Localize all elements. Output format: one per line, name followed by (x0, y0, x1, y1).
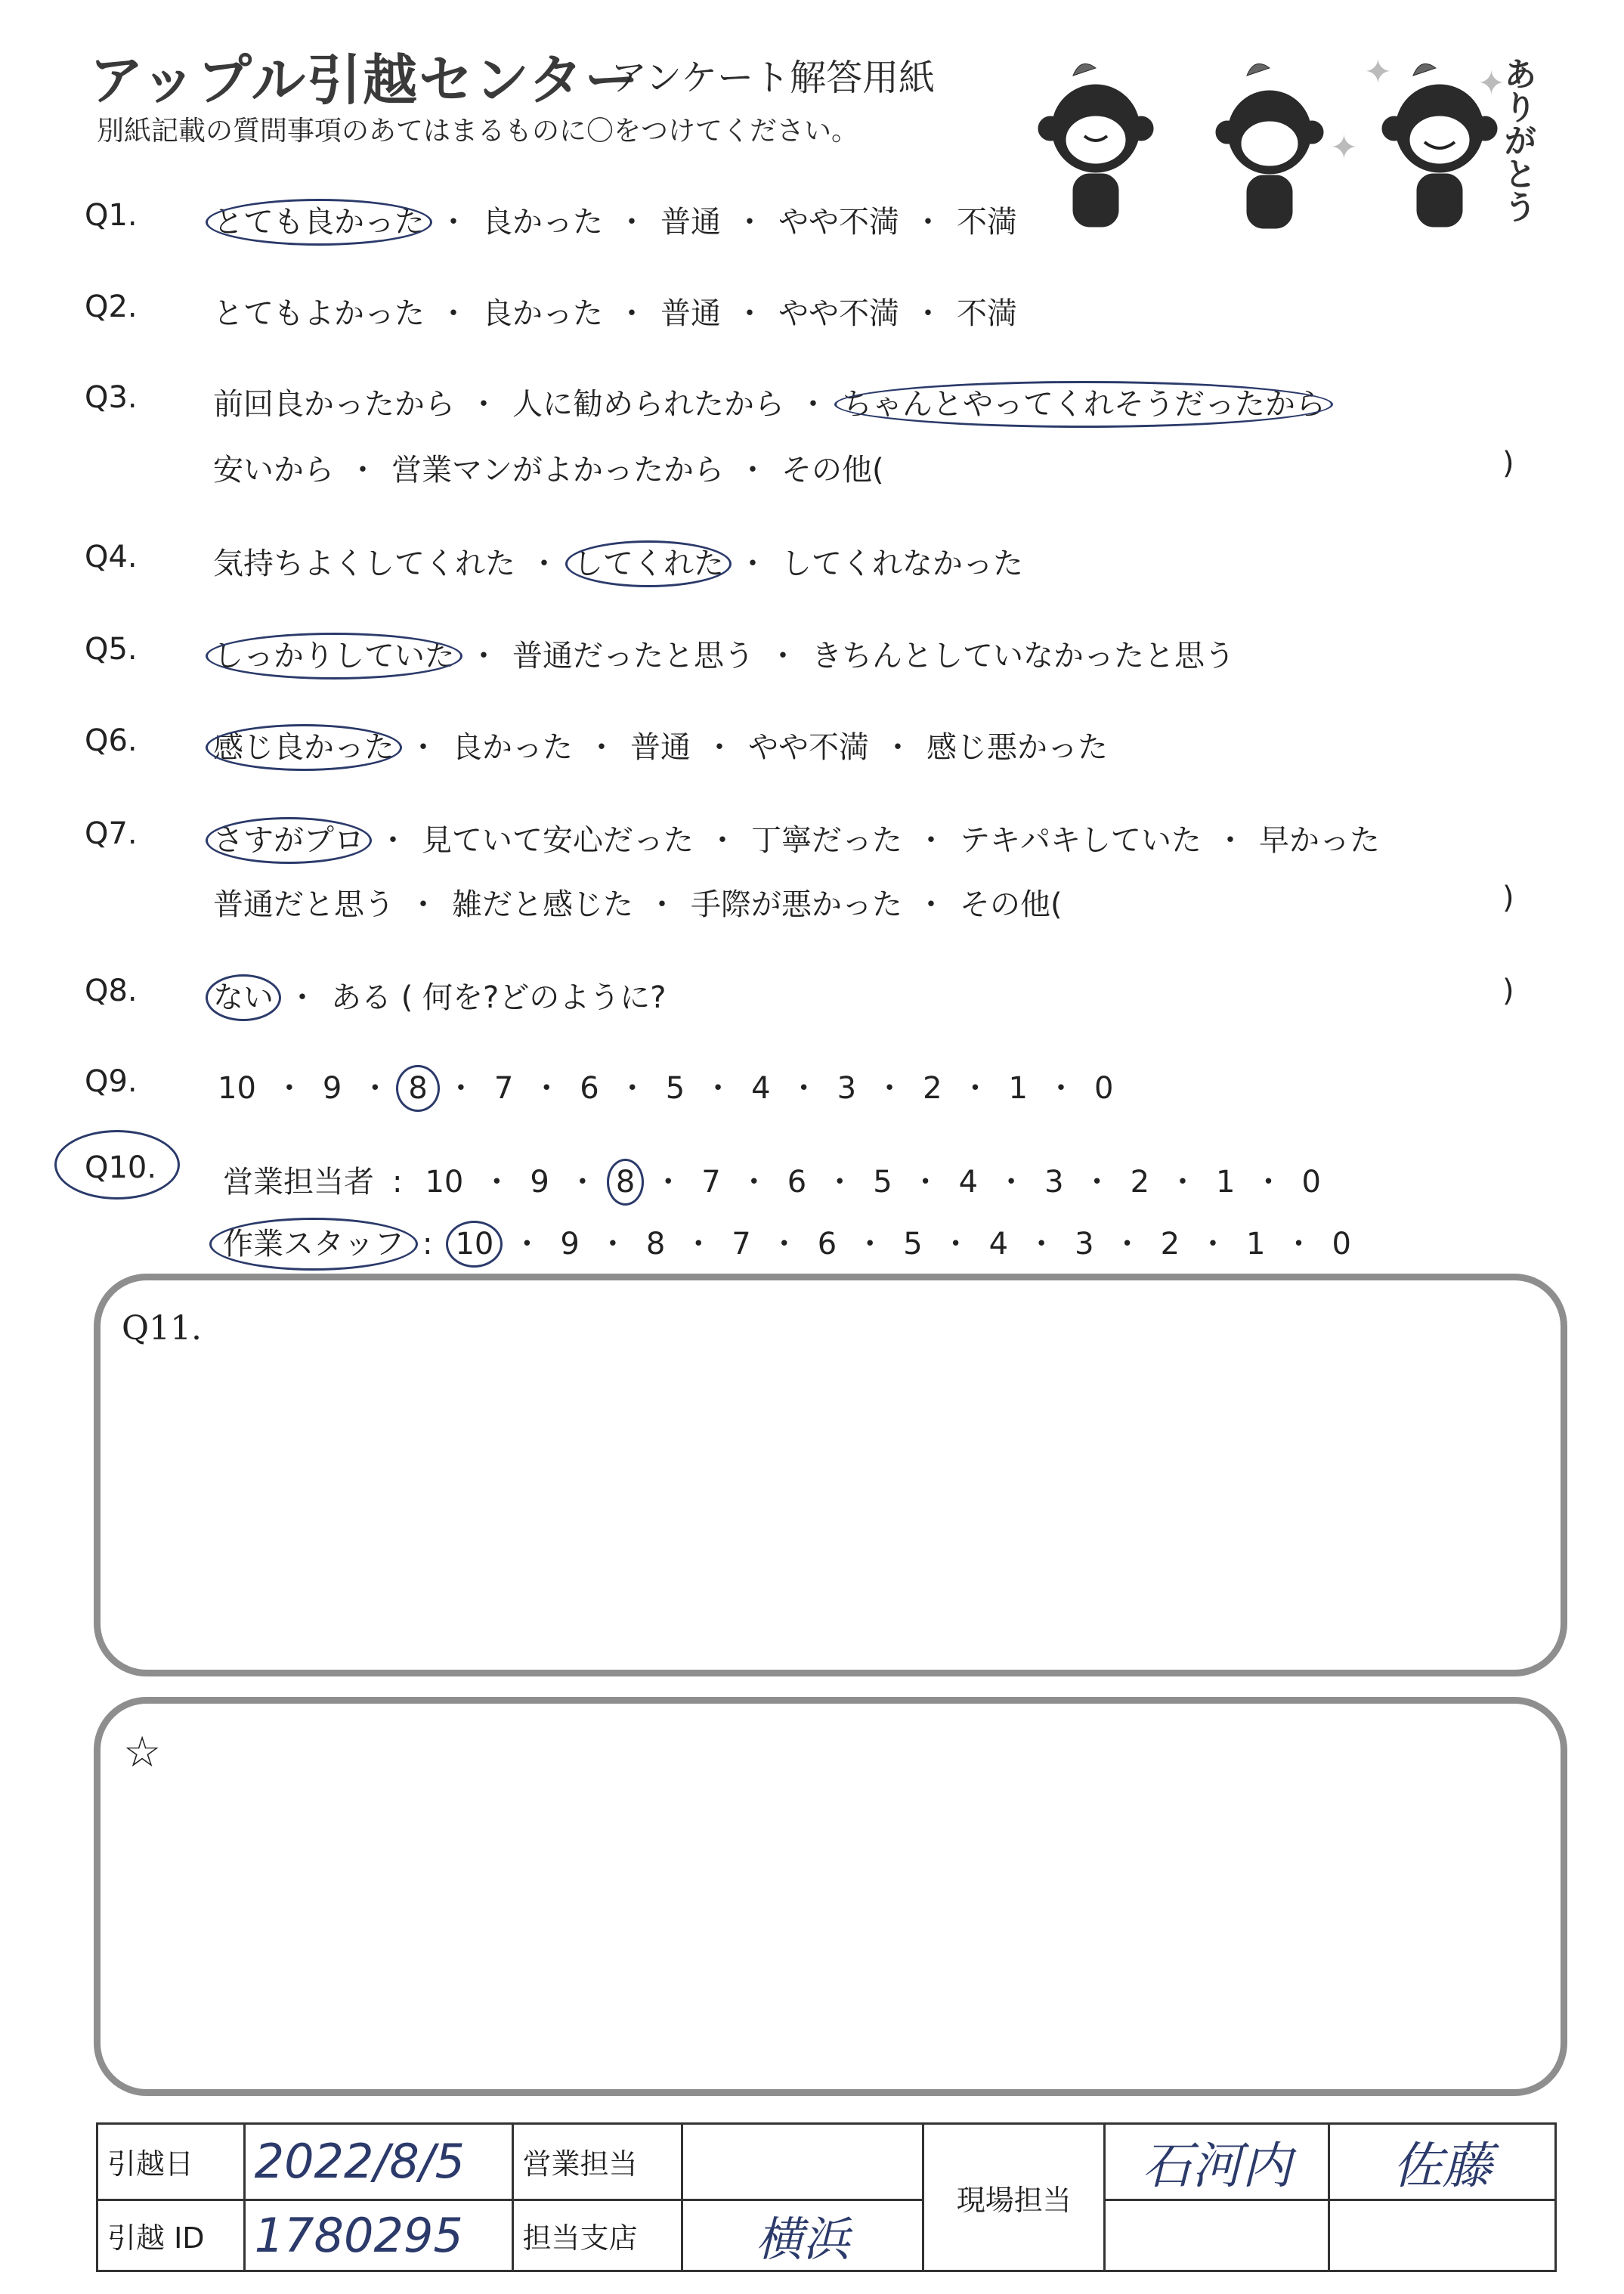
answer-option[interactable]: 6 (580, 1071, 599, 1106)
question-label: Q4. (85, 540, 138, 574)
option-separator: ・ (913, 296, 943, 331)
q10-rating-row (223, 1158, 1325, 1201)
answer-option[interactable]: 不満 (957, 205, 1017, 240)
hand-drawn-circle-mark (607, 1159, 644, 1206)
answer-option[interactable]: しっかりしていた (213, 639, 455, 673)
move-date-label: 引越日 (97, 2124, 245, 2200)
option-separator: ・ (567, 1165, 598, 1200)
q11-label: Q11. (122, 1309, 203, 1348)
question-options-line (213, 446, 884, 489)
answer-option[interactable]: 5 (665, 1071, 685, 1106)
option-separator: ・ (445, 1071, 476, 1106)
answer-option[interactable]: 見ていて安心だった (422, 823, 694, 858)
answer-option[interactable]: ちゃんとやってくれそうだったから (842, 387, 1325, 422)
sparkle-icon: ✦ (1330, 128, 1358, 167)
answer-option[interactable]: やや不満 (778, 205, 899, 240)
option-separator: ・ (348, 453, 378, 488)
rating-option[interactable]: 10 (450, 1227, 498, 1262)
question-options-line (213, 540, 1023, 583)
answer-option[interactable]: 2 (923, 1071, 942, 1106)
answer-option[interactable]: ない (213, 980, 274, 1015)
option-separator: ・ (438, 296, 469, 331)
rating-option[interactable]: 8 (645, 1227, 666, 1262)
question-label: Q1. (85, 198, 138, 233)
sparkle-icon: ✦ (1477, 64, 1505, 103)
answer-option[interactable]: 10 (218, 1071, 256, 1106)
question-options-line (213, 881, 1063, 924)
answer-option[interactable]: 7 (493, 1071, 514, 1106)
option-separator: ・ (824, 1165, 855, 1200)
option-separator: ・ (586, 730, 617, 765)
answer-option[interactable]: 良かった (482, 205, 603, 240)
answer-option[interactable]: 普通 (660, 205, 721, 240)
option-separator: ・ (855, 1227, 886, 1262)
rating-option[interactable]: 8 (611, 1165, 639, 1200)
answer-option[interactable]: 9 (322, 1071, 342, 1106)
option-separator: ・ (617, 1071, 648, 1106)
option-separator: ・ (910, 1165, 941, 1200)
option-separator: ・ (738, 453, 768, 488)
answer-option[interactable]: ある ( 何を?どのように? (331, 980, 667, 1015)
move-id-value[interactable]: 1780295 (244, 2200, 512, 2271)
hand-drawn-circle-mark (206, 974, 281, 1021)
question-label: Q6. (85, 723, 138, 758)
closing-paren: ) (1502, 446, 1514, 481)
answer-option[interactable]: きちんとしていなかったと思う (812, 639, 1235, 673)
question-label: Q7. (85, 816, 138, 851)
option-separator: ・ (788, 1071, 819, 1106)
answer-option[interactable]: とても良かった (213, 205, 425, 240)
answer-option[interactable]: 感じ良かった (213, 730, 394, 765)
answer-option[interactable]: さすがプロ (213, 823, 364, 858)
option-separator: ・ (769, 1227, 800, 1262)
q10-row-name: 作業スタッフ (223, 1227, 404, 1262)
rating-option[interactable]: 9 (530, 1165, 549, 1200)
form-subtitle: アンケート解答用紙 (611, 57, 936, 99)
answer-option[interactable]: 感じ悪かった (926, 730, 1108, 765)
option-separator: ・ (1198, 1227, 1229, 1262)
option-separator: ・ (996, 1165, 1027, 1200)
option-separator: ・ (798, 387, 828, 422)
rating-option[interactable]: 10 (425, 1165, 464, 1200)
hand-drawn-circle-mark (206, 633, 462, 680)
option-separator: ・ (360, 1071, 391, 1106)
branch-label: 担当支店 (512, 2200, 682, 2271)
rating-option[interactable]: 4 (958, 1165, 979, 1200)
answer-option[interactable]: 気持ちよくしてくれた (213, 546, 515, 581)
answer-option[interactable]: 3 (837, 1071, 857, 1106)
answer-option[interactable]: 営業マンがよかったから (391, 453, 724, 488)
hand-drawn-circle-mark (446, 1221, 503, 1268)
move-id-label: 引越 ID (97, 2200, 245, 2271)
option-separator: ・ (287, 980, 317, 1015)
q10-row-name: 営業担当者 (223, 1165, 374, 1200)
option-separator: ・ (707, 823, 738, 858)
form-title: アップル引越センター (89, 48, 641, 112)
option-separator: ・ (617, 296, 647, 331)
q10-label: Q10. (85, 1150, 157, 1185)
question-label: Q8. (85, 974, 138, 1008)
answer-option[interactable]: 4 (751, 1071, 771, 1106)
rating-option[interactable]: 5 (903, 1227, 923, 1262)
q11-comment-box[interactable] (94, 1274, 1567, 1676)
option-separator: ・ (469, 639, 499, 673)
option-separator: ・ (735, 296, 765, 331)
option-separator: ・ (883, 730, 913, 765)
hand-drawn-circle-mark (396, 1065, 439, 1112)
rating-option[interactable]: 6 (817, 1227, 837, 1262)
option-separator: ・ (704, 730, 735, 765)
field-staff-cell-empty[interactable] (1105, 2200, 1329, 2271)
option-separator: ・ (1168, 1165, 1199, 1200)
answer-option[interactable]: 普通 (630, 730, 691, 765)
answer-option[interactable]: 8 (404, 1071, 432, 1106)
question-options-line (213, 723, 1108, 766)
q10-rating-row (223, 1220, 1356, 1263)
option-separator: ・ (1253, 1165, 1284, 1200)
answer-option[interactable]: 前回良かったから (213, 387, 455, 422)
rating-option[interactable]: 1 (1246, 1227, 1266, 1262)
rating-option[interactable]: 0 (1301, 1165, 1321, 1200)
option-separator: ・ (683, 1227, 714, 1262)
rating-option[interactable]: 4 (988, 1227, 1009, 1262)
option-separator: ・ (1215, 823, 1245, 858)
question-options-line (213, 380, 1325, 423)
answer-option[interactable]: 普通 (660, 296, 721, 331)
field-staff-cell-empty[interactable] (1329, 2200, 1556, 2271)
rating-option[interactable]: 7 (701, 1165, 721, 1200)
option-separator: ・ (768, 639, 798, 673)
option-separator: ・ (438, 205, 469, 240)
question-options-line (213, 632, 1235, 675)
rating-option[interactable]: 5 (873, 1165, 892, 1200)
option-separator: ・ (531, 1071, 562, 1106)
answer-option[interactable]: 手際が悪かった (691, 887, 902, 922)
answer-option[interactable]: 人に勧められたから (512, 387, 784, 422)
hand-drawn-circle-mark (565, 540, 732, 587)
option-separator: ・ (916, 823, 946, 858)
option-separator: ・ (703, 1071, 734, 1106)
rating-option[interactable]: 2 (1130, 1165, 1150, 1200)
rating-option[interactable]: 9 (560, 1227, 580, 1262)
answer-option[interactable]: テキパキしていた (960, 823, 1202, 858)
form-instruction: 別紙記載の質問事項のあてはまるものに〇をつけてください。 (97, 116, 859, 147)
option-separator: ・ (1112, 1227, 1143, 1262)
question-label: Q9. (85, 1064, 138, 1099)
option-separator: ・ (481, 1165, 512, 1200)
star-comment-box[interactable] (94, 1697, 1567, 2096)
rating-option[interactable]: 6 (787, 1165, 807, 1200)
question-options-line (213, 1064, 1118, 1107)
answer-option[interactable]: 1 (1008, 1071, 1028, 1106)
option-separator: ・ (1026, 1227, 1057, 1262)
option-separator: ・ (735, 205, 765, 240)
option-separator: ・ (512, 1227, 543, 1262)
question-options-line (213, 289, 1017, 333)
answer-option[interactable]: その他( (781, 453, 884, 488)
hand-drawn-circle-mark (206, 199, 432, 246)
option-separator: ・ (469, 387, 499, 422)
field-staff-label: 現場担当 (923, 2124, 1105, 2271)
answer-option[interactable]: 普通だったと思う (512, 639, 754, 673)
star-label: ☆ (123, 1728, 162, 1777)
answer-option[interactable]: その他( (960, 887, 1063, 922)
sales-value[interactable] (682, 2124, 923, 2200)
rating-option[interactable]: 0 (1332, 1227, 1351, 1262)
option-separator: ・ (653, 1165, 684, 1200)
question-label: Q2. (85, 289, 138, 324)
field-staff-2[interactable]: 佐藤 (1329, 2124, 1556, 2200)
sales-label: 営業担当 (512, 2124, 682, 2200)
q10-colon: : (422, 1227, 433, 1262)
hand-drawn-circle-mark (209, 1218, 418, 1271)
option-separator: ・ (1045, 1071, 1076, 1106)
question-options-line (213, 974, 667, 1017)
closing-paren: ) (1502, 881, 1514, 915)
hand-drawn-circle-mark (206, 724, 402, 771)
answer-option[interactable]: してくれなかった (781, 546, 1023, 581)
option-separator: ・ (913, 205, 943, 240)
option-separator: ・ (940, 1227, 971, 1262)
q10-label-circle-mark (54, 1130, 180, 1200)
option-separator: ・ (647, 887, 677, 922)
rating-option[interactable]: 2 (1160, 1227, 1180, 1262)
answer-option[interactable]: 良かった (482, 296, 603, 331)
arigato-text: ありがとう (1498, 57, 1536, 223)
question-label: Q3. (85, 380, 138, 415)
hand-drawn-circle-mark (206, 817, 372, 864)
field-staff-1[interactable]: 石河内 (1105, 2124, 1329, 2200)
option-separator: ・ (408, 887, 438, 922)
rating-option[interactable]: 3 (1075, 1227, 1094, 1262)
option-separator: ・ (617, 205, 647, 240)
answer-option[interactable]: 0 (1093, 1071, 1114, 1106)
rating-option[interactable]: 1 (1216, 1165, 1236, 1200)
answer-option[interactable]: 不満 (957, 296, 1017, 331)
answer-option[interactable]: 雑だと感じた (452, 887, 633, 922)
closing-paren: ) (1502, 974, 1514, 1008)
option-separator: ・ (1081, 1165, 1112, 1200)
branch-value[interactable]: 横浜 (682, 2200, 923, 2271)
answer-option[interactable]: 安いから (213, 453, 334, 488)
move-info-table (96, 2122, 1557, 2272)
option-separator: ・ (597, 1227, 628, 1262)
option-separator: ・ (916, 887, 946, 922)
answer-option[interactable]: やや不満 (778, 296, 899, 331)
q10-colon: : (392, 1165, 403, 1200)
rating-option[interactable]: 7 (732, 1227, 751, 1262)
answer-option[interactable]: 早かった (1259, 823, 1380, 858)
option-separator: ・ (274, 1071, 305, 1106)
question-options-line (213, 198, 1017, 241)
answer-option[interactable]: とてもよかった (213, 296, 425, 331)
option-separator: ・ (738, 1165, 769, 1200)
option-separator: ・ (408, 730, 438, 765)
rating-option[interactable]: 3 (1044, 1165, 1064, 1200)
option-separator: ・ (874, 1071, 905, 1106)
option-separator: ・ (960, 1071, 991, 1106)
answer-option[interactable]: 普通だと思う (213, 887, 394, 922)
option-separator: ・ (378, 823, 408, 858)
answer-option[interactable]: 良かった (452, 730, 573, 765)
hand-drawn-circle-mark (834, 381, 1333, 428)
question-options-line (213, 816, 1380, 859)
answer-option[interactable]: 丁寧だった (751, 823, 902, 858)
move-date-value[interactable]: 2022/8/5 (244, 2124, 512, 2200)
option-separator: ・ (1283, 1227, 1314, 1262)
answer-option[interactable]: やや不満 (748, 730, 869, 765)
option-separator: ・ (529, 546, 559, 581)
option-separator: ・ (738, 546, 768, 581)
question-label: Q5. (85, 632, 138, 667)
sparkle-icon: ✦ (1364, 53, 1392, 91)
answer-option[interactable]: してくれた (573, 546, 724, 581)
